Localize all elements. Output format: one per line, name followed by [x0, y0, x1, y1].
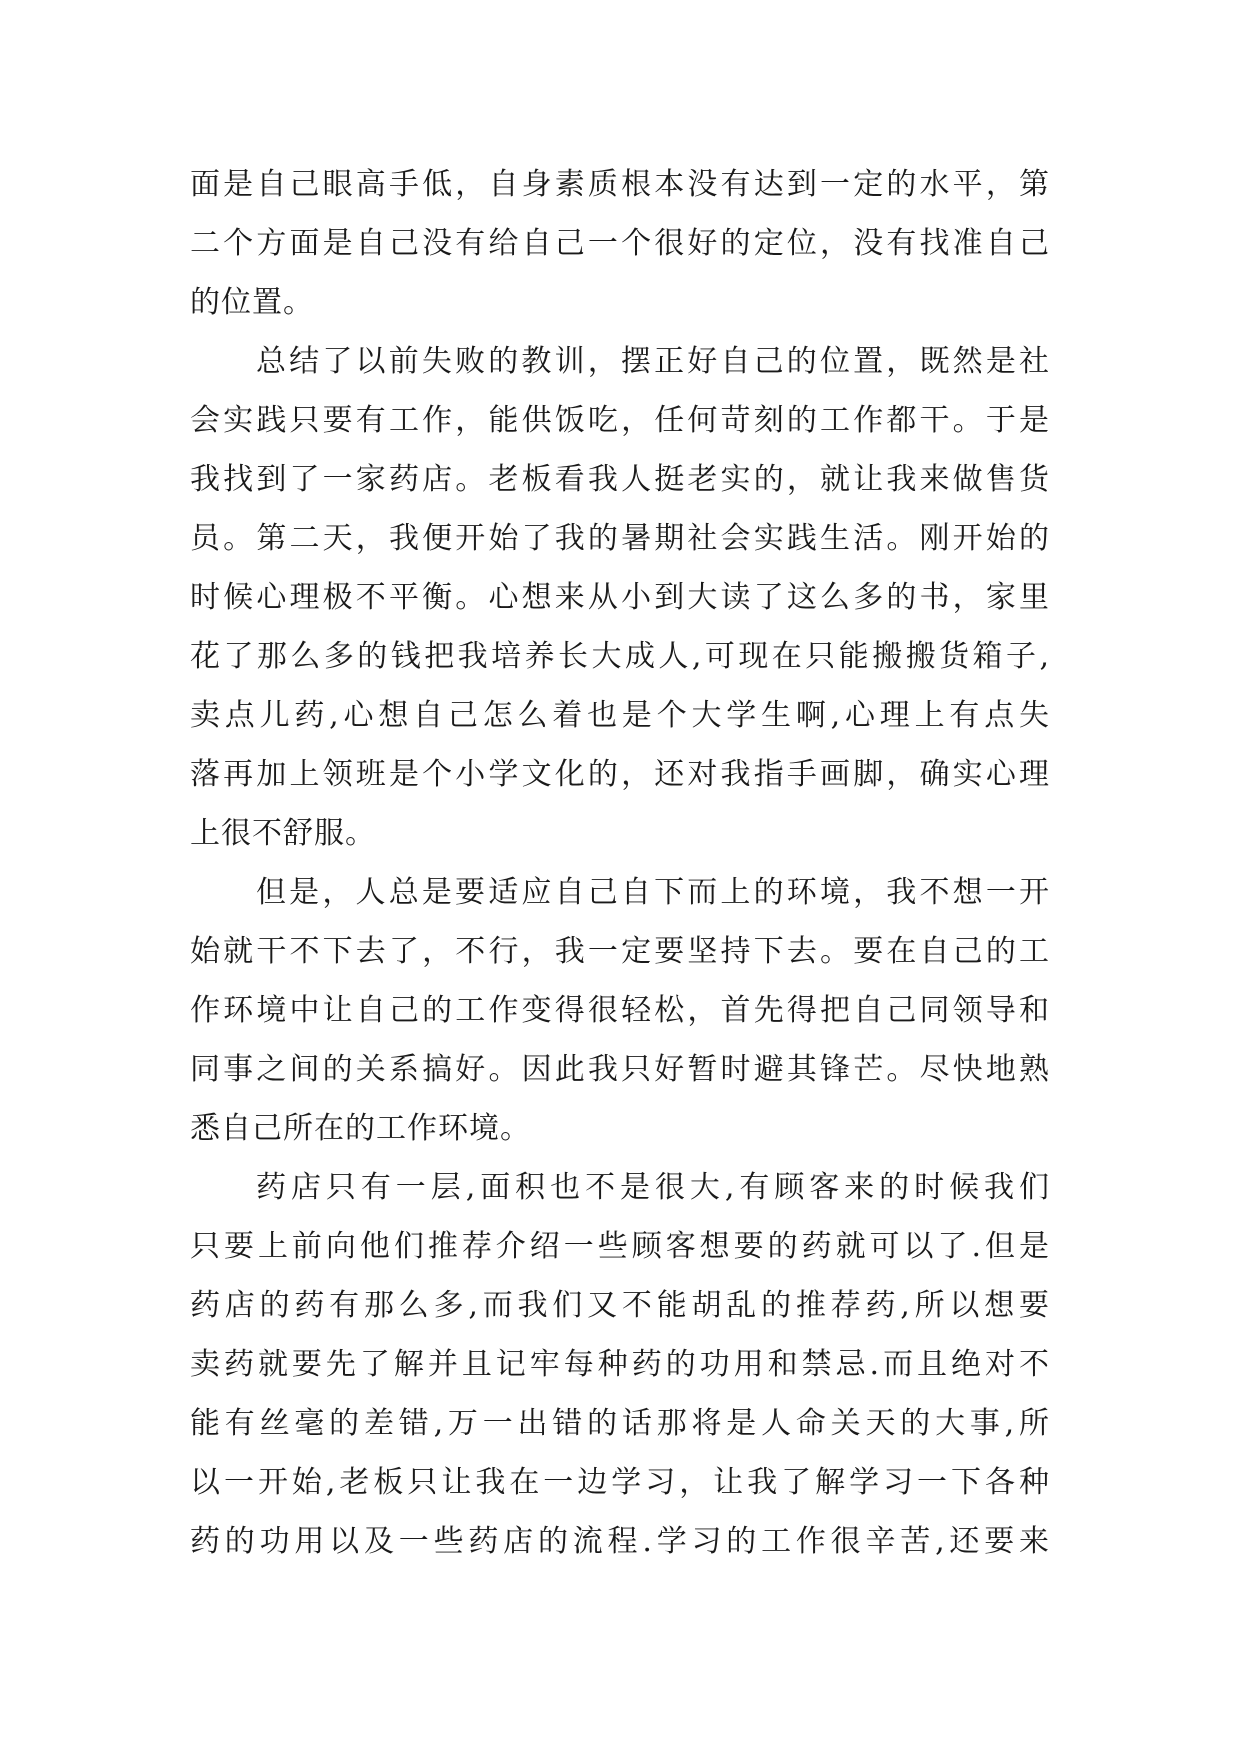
- paragraph-3: [190, 863, 1050, 1158]
- text-line: 卖药就要先了解并且记牢每种药的功用和禁忌.而且绝对不: [190, 1347, 1050, 1382]
- text-line: 二个方面是自己没有给自己一个很好的定位，没有找准自己: [190, 226, 1050, 261]
- text-line: 能有丝毫的差错,万一出错的话那将是人命关天的大事,所: [190, 1406, 1050, 1441]
- text-line: 员。第二天，我便开始了我的暑期社会实践生活。刚开始的: [190, 521, 1050, 556]
- text-line: 同事之间的关系搞好。因此我只好暂时避其锋芒。尽快地熟: [190, 1052, 1050, 1087]
- text-line: 但是，人总是要适应自己自下而上的环境，我不想一开: [256, 875, 1050, 910]
- text-line: 始就干不下去了，不行，我一定要坚持下去。要在自己的工: [190, 934, 1050, 969]
- text-line: 悉自己所在的工作环境。: [190, 1111, 531, 1146]
- text-line: 会实践只要有工作，能供饭吃，任何苛刻的工作都干。于是: [190, 403, 1050, 438]
- text-line: 作环境中让自己的工作变得很轻松，首先得把自己同领导和: [190, 993, 1050, 1028]
- text-line: 我找到了一家药店。老板看我人挺老实的，就让我来做售货: [190, 462, 1050, 497]
- text-line: 药店的药有那么多,而我们又不能胡乱的推荐药,所以想要: [190, 1288, 1050, 1323]
- text-line: 卖点儿药,心想自己怎么着也是个大学生啊,心理上有点失: [190, 698, 1050, 733]
- text-line: 上很不舒服。: [190, 816, 376, 851]
- paragraph-4: [190, 1158, 1050, 1571]
- text-line: 总结了以前失败的教训，摆正好自己的位置，既然是社: [256, 344, 1050, 379]
- text-line: 的位置。: [190, 285, 314, 320]
- text-line: 面是自己眼高手低，自身素质根本没有达到一定的水平，第: [190, 167, 1050, 202]
- document-page: [190, 155, 1050, 1571]
- text-line: 药的功用以及一些药店的流程.学习的工作很辛苦,还要来: [190, 1524, 1050, 1559]
- paragraph-2: [190, 332, 1050, 863]
- text-line: 药店只有一层,面积也不是很大,有顾客来的时候我们: [256, 1170, 1050, 1205]
- text-line: 花了那么多的钱把我培养长大成人,可现在只能搬搬货箱子,: [190, 639, 1050, 674]
- text-line: 只要上前向他们推荐介绍一些顾客想要的药就可以了.但是: [190, 1229, 1050, 1264]
- text-line: 落再加上领班是个小学文化的，还对我指手画脚，确实心理: [190, 757, 1050, 792]
- text-line: 时候心理极不平衡。心想来从小到大读了这么多的书，家里: [190, 580, 1050, 615]
- text-line: 以一开始,老板只让我在一边学习，让我了解学习一下各种: [190, 1465, 1050, 1500]
- paragraph-1: [190, 155, 1050, 332]
